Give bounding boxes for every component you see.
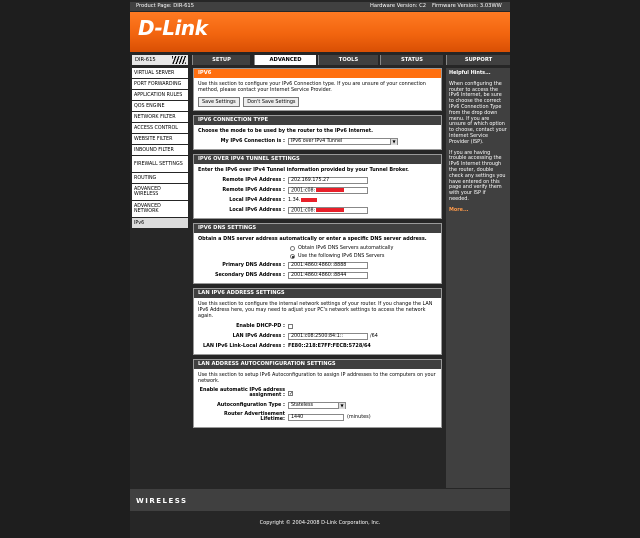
auto-assign-label: Enable automatic IPv6 address assignment : [199,386,285,398]
tab-setup[interactable]: SETUP [192,55,250,65]
sidebar-item-ipv6[interactable]: IPv6 [132,218,188,229]
sidebar-item-website-filter[interactable]: WEBSITE FILTER [132,134,188,145]
sidebar-item-access-control[interactable]: ACCESS CONTROL [132,123,188,134]
redaction-mark [301,198,317,202]
chevron-down-icon: ▼ [390,139,397,145]
prefix-length: /64 [370,333,378,339]
link-local-value: FE80::218:E7FF:FECB:5728/64 [288,343,371,349]
remote-ipv6-label: Remote IPv6 Address : [222,187,285,193]
dont-save-settings-button[interactable]: Don't Save Settings [243,97,299,107]
dns-manual-radio[interactable] [290,254,295,259]
primary-dns-input[interactable] [288,262,368,269]
section-description: Use this section to setup IPv6 Autoconfiguration to assign IP addresses to the computers on your network. [198,372,436,384]
secondary-dns-value: 2001:4860:4860::8844 [291,272,347,278]
hardware-version: Hardware Version: C2 [370,3,427,9]
ra-lifetime-label: Router Advertisement Lifetime: [223,410,285,422]
model-badge [132,55,188,65]
dhcp-pd-checkbox[interactable] [288,324,293,329]
section-title: IPV6 CONNECTION TYPE [194,116,441,125]
tab-tools[interactable]: TOOLS [318,55,378,65]
section-description: Obtain a DNS server address automatically or enter a specific DNS server address. [198,236,427,242]
lan-ipv6-section [193,288,442,355]
copyright-text: Copyright © 2004-2008 D-Link Corporation, Inc. [259,520,381,526]
connection-type-value: IPv6 over IPv4 Tunnel [291,138,343,144]
local-ipv4-value: 1.34. [288,197,301,203]
hint-paragraph-1: When configuring the router to access the IPv6 Internet, be sure to choose the correct IPv6 Connection Type from the drop down menu. If you are unsure of which option to choose, contact your Internet Service Provider (ISP). [449,80,507,145]
hint-paragraph-2: If you are having trouble accessing the IPv6 Internet through the router, double check any settings you have entered on this page and verify them with your ISP if needed. [449,149,506,202]
wireless-logo: WIRELESS [136,497,188,505]
sidebar-item-advanced-network[interactable]: ADVANCED NETWORK [132,201,188,218]
local-ipv4-value-wrap [288,197,317,203]
sidebar-item-advanced-wireless[interactable]: ADVANCED WIRELESS [132,184,188,201]
section-description: Use this section to configure the internal network settings of your router. If you change the LAN IPv6 Address here, you may need to adjust your PC's network settings to access the network again. [198,301,433,319]
primary-dns-value: 2001:4860:4860::8888 [291,262,347,268]
secondary-dns-input[interactable] [288,272,368,279]
local-ipv6-input[interactable] [288,207,368,214]
link-local-label: LAN IPv6 Link-Local Address : [202,343,285,349]
hints-title: Helpful Hints... [449,70,491,76]
section-description: Choose the mode to be used by the router to the IPv6 Internet. [198,128,373,134]
dns-auto-label: Obtain IPv6 DNS Servers automatically [298,245,394,251]
dns-settings-section [193,223,442,284]
lan-ipv6-address-value: 2001:c08:2500:84:1:: [291,333,344,339]
stripes-icon [172,56,186,64]
section-title: IPV6 OVER IPV4 TUNNEL SETTINGS [194,155,441,164]
sidebar-item-application-rules[interactable]: APPLICATION RULES [132,90,188,101]
sidebar-item-port-forwarding[interactable]: PORT FORWARDING [132,79,188,90]
main-content [193,68,442,432]
remote-ipv4-label: Remote IPv4 Address : [222,177,285,183]
sidebar [132,68,188,229]
dhcp-pd-label: Enable DHCP-PD : [236,323,285,329]
ra-lifetime-unit: (minutes) [347,414,371,420]
product-page-label[interactable]: Product Page: DIR-615 [136,3,194,9]
sidebar-item-routing[interactable]: ROUTING [132,173,188,184]
sidebar-item-network-filter[interactable]: NETWORK FILTER [132,112,188,123]
dns-manual-label: Use the following IPv6 DNS Servers [298,253,385,259]
local-ipv4-label: Local IPv4 Address : [229,197,285,203]
ra-lifetime-value: 1440 [291,414,304,420]
connection-type-select[interactable] [288,138,398,145]
connection-type-section [193,115,442,150]
secondary-dns-label: Secondary DNS Address : [214,272,285,278]
autoconfig-type-select[interactable] [288,402,346,409]
section-title: LAN ADDRESS AUTOCONFIGURATION SETTINGS [194,360,441,369]
autoconfig-type-label: Autoconfiguration Type : [216,402,285,408]
section-description: Enter the IPv6 over IPv4 Tunnel information provided by your Tunnel Broker. [198,167,409,173]
lan-ipv6-address-label: LAN IPv6 Address : [232,333,285,339]
ipv6-intro-section [193,68,442,111]
local-ipv6-label: Local IPv6 Address : [229,207,285,213]
helpful-hints-panel [446,68,510,488]
lan-ipv6-address-input[interactable] [288,333,368,340]
sidebar-item-firewall-settings[interactable]: FIREWALL SETTINGS [132,156,188,173]
dlink-logo: D-Link [138,16,208,40]
autoconfig-type-value: Stateless [291,402,313,408]
redaction-mark [316,208,344,212]
sidebar-item-qos-engine[interactable]: QOS ENGINE [132,101,188,112]
connection-type-label: My IPv6 Connection is : [220,138,285,144]
more-link[interactable]: More... [449,206,469,213]
top-info-bar [130,2,510,11]
tab-advanced[interactable]: ADVANCED [254,55,316,65]
save-settings-button[interactable]: Save Settings [198,97,240,107]
primary-dns-label: Primary DNS Address : [222,262,285,268]
section-title: IPV6 DNS SETTINGS [194,224,441,233]
dns-auto-radio[interactable] [290,246,295,251]
tab-status[interactable]: STATUS [380,55,443,65]
remote-ipv4-input[interactable] [288,177,368,184]
sidebar-item-virtual-server[interactable]: VIRTUAL SERVER [132,68,188,79]
local-ipv6-value: 2001:c08: [291,208,316,213]
ra-lifetime-input[interactable] [288,414,344,421]
remote-ipv4-value: 202.169.175.27 [291,177,330,183]
chevron-down-icon: ▼ [338,403,345,409]
sidebar-item-inbound-filter[interactable]: INBOUND FILTER [132,145,188,156]
redaction-mark [316,188,344,192]
tunnel-settings-section [193,154,442,219]
section-description: Use this section to configure your IPv6 Connection type. If you are unsure of your connection method, please contact your Internet Service Provider. [198,81,426,93]
firmware-version: Firmware Version: 3.03WW [432,3,502,9]
auto-assign-checkbox[interactable]: ✓ [289,390,294,397]
remote-ipv6-input[interactable] [288,187,368,194]
remote-ipv6-value: 2001:c08: [291,188,316,193]
section-title: IPV6 [194,69,441,78]
model-label: DIR-615 [135,57,156,63]
tab-support[interactable]: SUPPORT [446,55,510,65]
autoconfig-section [193,359,442,428]
section-title: LAN IPV6 ADDRESS SETTINGS [194,289,441,298]
